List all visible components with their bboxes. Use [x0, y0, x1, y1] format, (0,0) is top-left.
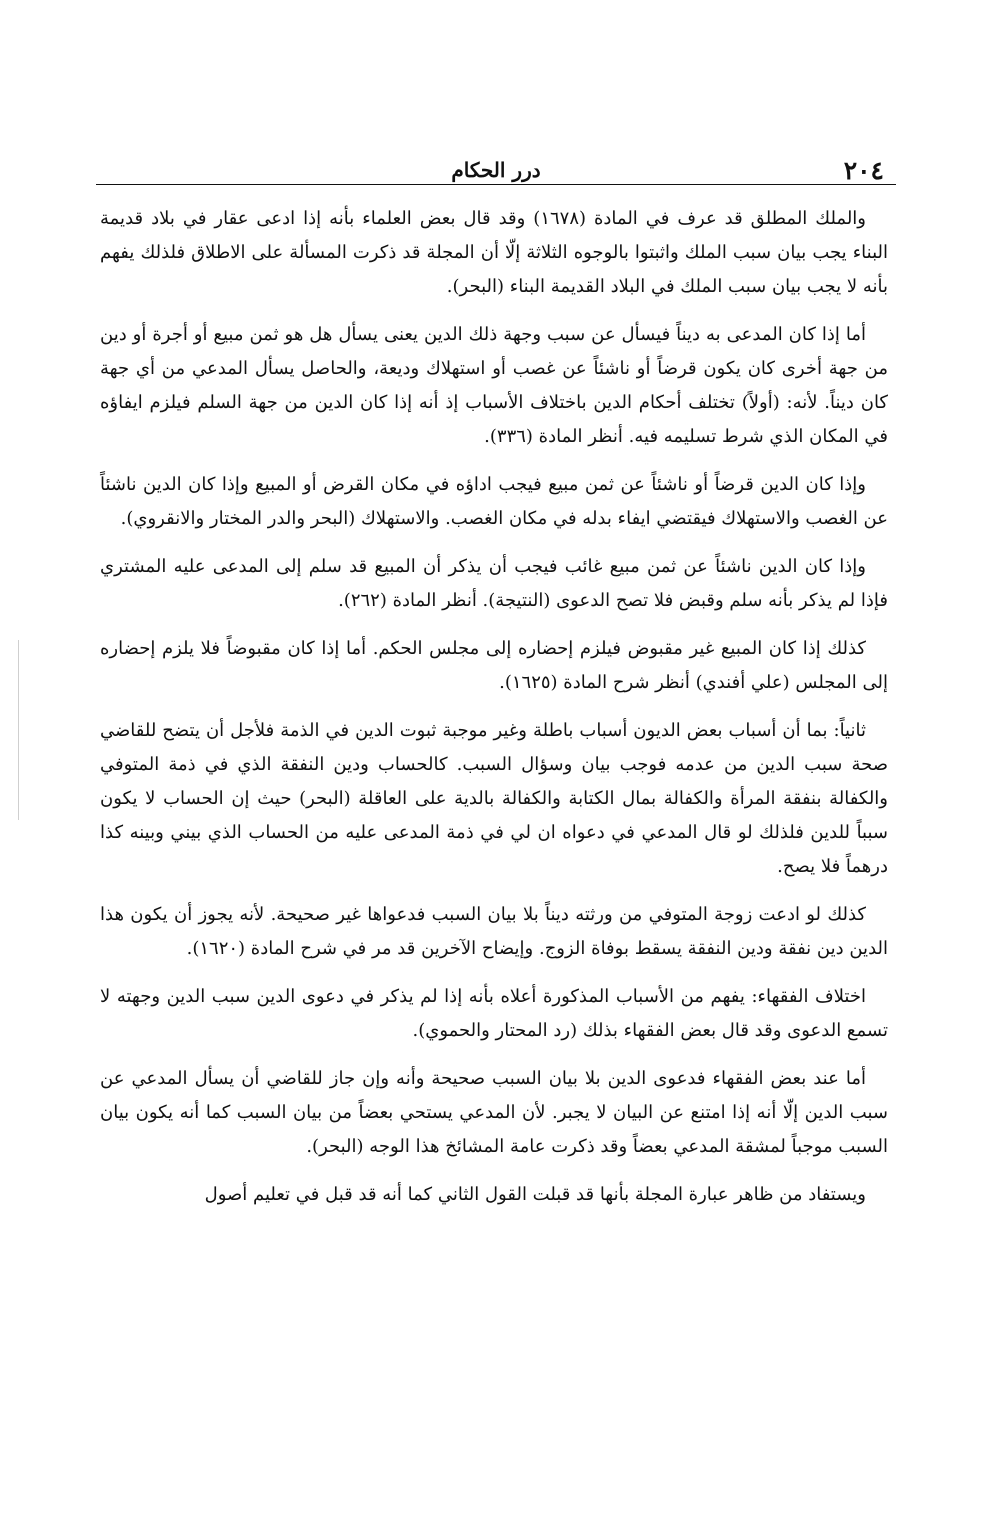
paragraph-5: كذلك إذا كان المبيع غير مقبوض فيلزم إحضاره إلى مجلس الحكم. أما إذا كان مقبوضاً فلا يلزم إحضاره إلى المجلس (علي أفندي) أنظر شرح المادة (١٦٢٥). — [100, 638, 888, 693]
page-number: ٢٠٤ — [843, 156, 884, 185]
paragraph-6: ثانياً: بما أن أسباب بعض الديون أسباب باطلة وغير موجبة ثبوت الدين في الذمة فلأجل أن يتضح للقاضي صحة سبب الدين من عدمه فوجب بيان وسؤال السبب. كالحساب ودين النفقة الذي في ذمة المتوفي والكفالة بنفقة المرأة والكفالة بمال الكتابة والكفالة بالدية على العاقلة (البحر) حيث إن الحساب لا يكون سبباً للدين فلذلك لو قال المدعي في دعواه ان لي في ذمة المدعى عليه من الحساب الذي بيني وبينه كذا درهماً فلا يصح. — [100, 720, 888, 877]
running-title: درر الحكام — [451, 158, 541, 182]
page-header — [96, 156, 896, 186]
paragraph-8: اختلاف الفقهاء: يفهم من الأسباب المذكورة أعلاه بأنه إذا لم يذكر في دعوى الدين سبب الدين وجهته لا تسمع الدعوى وقد قال بعض الفقهاء بذلك (رد المحتار والحموي). — [100, 986, 888, 1041]
paragraph-2: أما إذا كان المدعى به ديناً فيسأل عن سبب وجهة ذلك الدين يعنى يسأل هل هو ثمن مبيع أو أجرة أو دين من جهة أخرى كان يكون قرضاً أو ناشئاً عن غصب أو استهلاك وديعة، والحاصل يسأل المدعي من أي جهة كان ديناً. لأنه: (أولاً) تختلف أحكام الدين باختلاف الأسباب إذ أنه إذا كان الدين من جهة السلم فيلزم ايفاؤه في المكان الذي شرط تسليمه فيه. أنظر المادة (٣٣٦). — [100, 324, 888, 447]
paragraph-10: ويستفاد من ظاهر عبارة المجلة بأنها قد قبلت القول الثاني كما أنه قد قبل في تعليم أصول — [204, 1184, 866, 1205]
body-text — [100, 202, 888, 1212]
paragraph-3: وإذا كان الدين قرضاً أو ناشئاً عن ثمن مبيع فيجب اداؤه في مكان القرض أو المبيع وإذا كان الدين ناشئاً عن الغصب والاستهلاك فيقتضي ايفاء بدله في مكان الغصب. والاستهلاك (البحر والدر المختار والانقروي). — [100, 474, 888, 529]
paragraph-1: والملك المطلق قد عرف في المادة (١٦٧٨) وقد قال بعض العلماء بأنه إذا ادعى عقار في بلاد قديمة البناء يجب بيان سبب الملك واثبتوا بالوجوه الثلاثة إلّا أن المجلة قد ذكرت المسألة على الاطلاق فلذلك يفهم بأنه لا يجب بيان سبب الملك في البلاد القديمة البناء (البحر). — [100, 208, 888, 297]
paragraph-4: وإذا كان الدين ناشئاً عن ثمن مبيع غائب فيجب أن يذكر أن المبيع قد سلم إلى المدعى عليه المشتري فإذا لم يذكر بأنه سلم وقبض فلا تصح الدعوى (النتيجة). أنظر المادة (٢٦٢). — [100, 556, 888, 611]
paragraph-7: كذلك لو ادعت زوجة المتوفي من ورثته ديناً بلا بيان السبب فدعواها غير صحيحة. لأنه يجوز أن يكون هذا الدين دين نفقة ودين النفقة يسقط بوفاة الزوج. وإيضاح الآخرين قد مر في شرح المادة (١٦٢٠). — [100, 904, 888, 959]
scan-edge-mark — [18, 640, 19, 820]
header-rule — [96, 184, 896, 185]
paragraph-9: أما عند بعض الفقهاء فدعوى الدين بلا بيان السبب صحيحة وأنه وإن جاز للقاضي أن يسأل المدعي عن سبب الدين إلّا أنه إذا امتنع عن البيان لا يجبر. لأن المدعي يستحي بعضاً من بيان السبب كما أنه يكون بيان السبب موجباً لمشقة المدعي بعضاً وقد ذكرت عامة المشائخ هذا الوجه (البحر). — [100, 1068, 888, 1157]
